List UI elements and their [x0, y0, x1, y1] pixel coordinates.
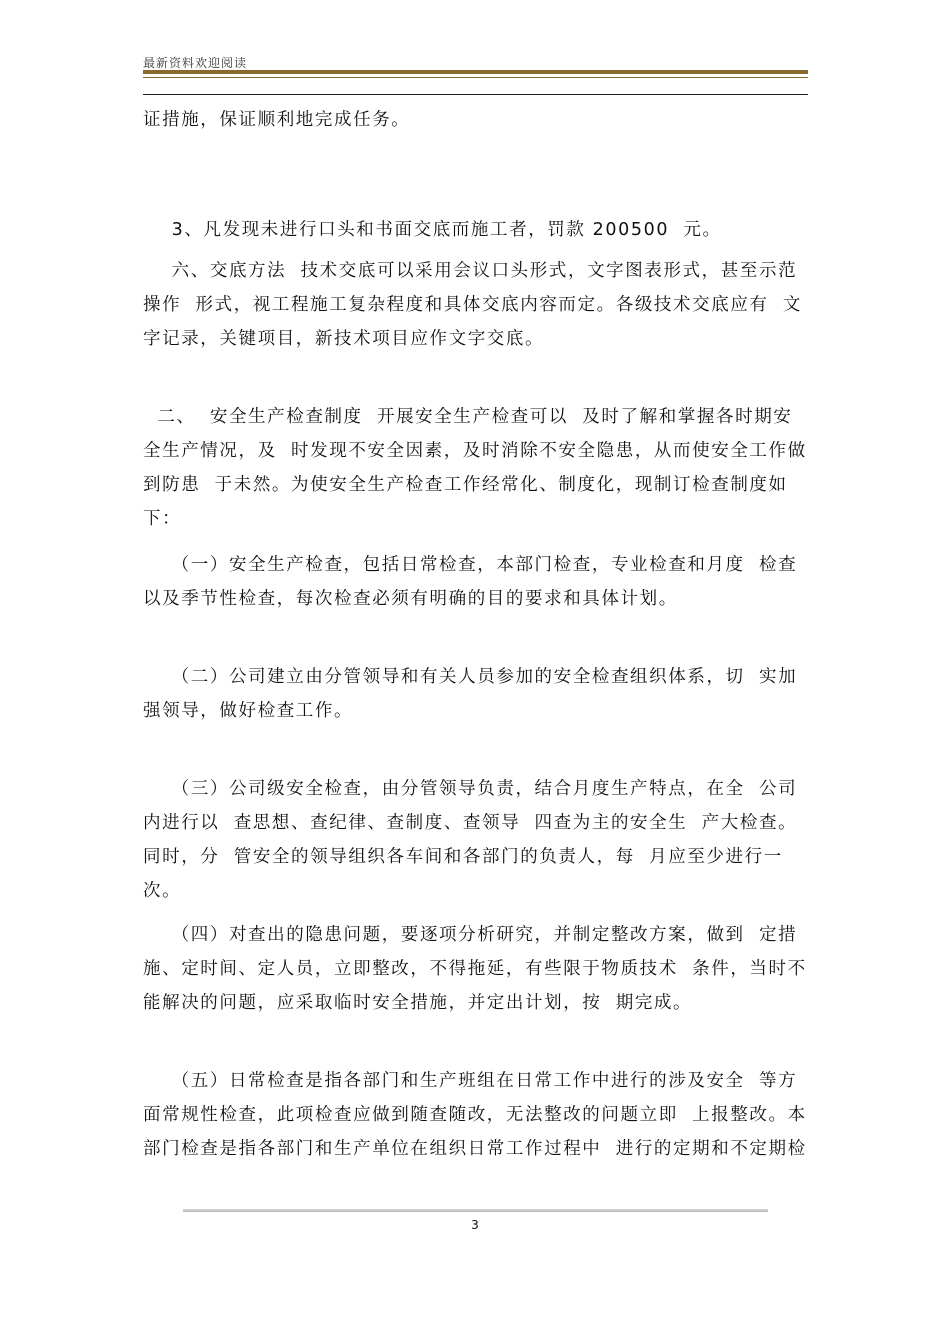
paragraph-4: 二、 安全生产检查制度 开展安全生产检查可以 及时了解和掌握各时期安全生产情况，及 时发现不安全因素，及时消除不安全隐患，从而使安全工作做到防患 于未然。为使安全生产检查工作经常化、制度化，现制订检查制度如 下：: [143, 407, 807, 529]
header-rule-thin: [143, 77, 808, 78]
paragraph-5: （一）安全生产检查，包括日常检查，本部门检查，专业检查和月度 检查以及季节性检查，每次检查必须有明确的目的要求和具体计划。: [143, 555, 798, 609]
footer-rule: [183, 1209, 768, 1212]
paragraph-7: （三）公司级安全检查，由分管领导负责，结合月度生产特点，在全 公司内进行以 查思想、查纪律、查制度、查领导 四查为主的安全生 产大检查。同时，分 管安全的领导组织各车间和各部门的负责人，每 月应至少进行一次。: [143, 779, 798, 901]
page-number: 3: [471, 1218, 479, 1232]
paragraph-6: （二）公司建立由分管领导和有关人员参加的安全检查组织体系，切 实加强领导，做好检查工作。: [143, 667, 798, 721]
header-rule-dark: [143, 94, 808, 95]
paragraph-2: 3、凡发现未进行口头和书面交底而施工者，罚款 200500 元。: [143, 220, 722, 240]
paragraph-9: （五）日常检查是指各部门和生产班组在日常工作中进行的涉及安全 等方面常规性检查，此项检查应做到随查随改，无法整改的问题立即 上报整改。本部门检查是指各部门和生产单位在组织日常工作过程中 进行的定期和不定期检: [143, 1071, 807, 1159]
header-rule-thick: [143, 70, 808, 74]
paragraph-8: （四）对查出的隐患问题，要逐项分析研究，并制定整改方案，做到 定措施、定时间、定人员，立即整改，不得拖延，有些限于物质技术 条件，当时不能解决的问题，应采取临时安全措施，并定出计划，按 期完成。: [143, 925, 807, 1013]
paragraph-3: 六、交底方法 技术交底可以采用会议口头形式，文字图表形式，甚至示范操作 形式，视工程施工复杂程度和具体交底内容而定。各级技术交底应有 文字记录，关键项目，新技术项目应作文字交底。: [143, 261, 802, 349]
paragraph-1: 证措施，保证顺利地完成任务。: [143, 110, 411, 130]
header-title: 最新资料欢迎阅读: [143, 56, 248, 70]
